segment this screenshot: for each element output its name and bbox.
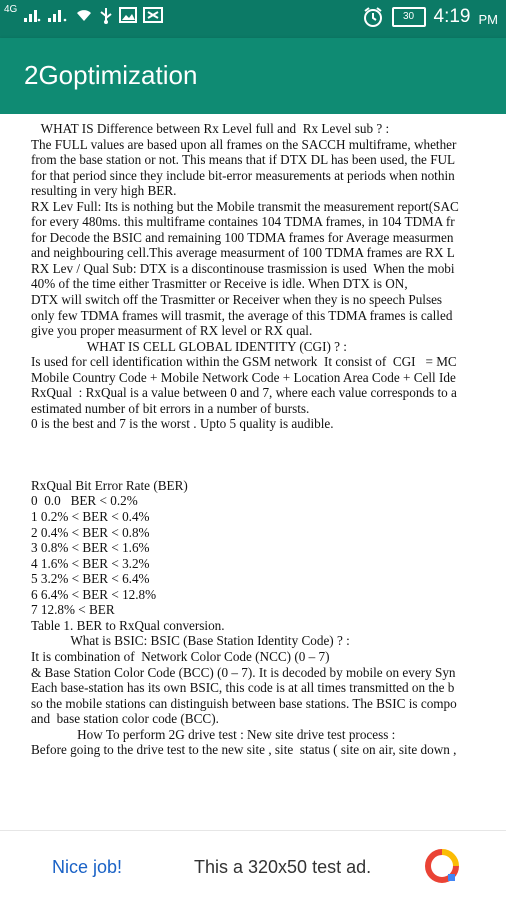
- document-line: RX Lev Full: Its is nothing but the Mobile transmit the measurement report(SAC: [31, 198, 459, 214]
- document-line: Is used for cell identification within the GSM network It consist of CGI = MC: [31, 354, 457, 370]
- signal-icon: [23, 7, 41, 23]
- battery-level: 30: [402, 11, 415, 22]
- signal-icon: [47, 7, 69, 23]
- document-line: 2 0.4% < BER < 0.8%: [31, 524, 150, 540]
- clock-time: 4:19: [433, 6, 471, 27]
- document-line: and neighbouring cell.This average measurment of 100 TDMA frames are RX L: [31, 245, 455, 261]
- ad-logo-icon[interactable]: [424, 848, 460, 889]
- ad-text: This a 320x50 test ad.: [194, 857, 372, 877]
- document-line: & Base Station Color Code (BCC) (0 – 7). It is decoded by mobile on every Syn: [31, 664, 456, 680]
- document-line: Before going to the drive test to the new site , site status ( site on air, site down ,: [31, 742, 457, 758]
- document-view[interactable]: [0, 114, 506, 830]
- document-line: 40% of the time either Trasmitter or Receive is idle. When DTX is ON,: [31, 276, 408, 292]
- document-line: Each base-station has its own BSIC, this code is at all times transmitted on the b: [31, 680, 455, 696]
- document-section-top: [31, 121, 506, 432]
- document-line: WHAT IS Difference between Rx Level full and Rx Level sub ? :: [31, 121, 390, 136]
- document-line: 0 0.0 BER < 0.2%: [31, 493, 138, 509]
- document-line: 5 3.2% < BER < 6.4%: [31, 571, 150, 587]
- document-line: DTX will switch off the Trasmitter or Receiver when they is no speech Pulses: [31, 292, 443, 308]
- wifi-icon: [75, 7, 93, 23]
- status-right-icons: [362, 6, 498, 28]
- document-line: 6 6.4% < BER < 12.8%: [31, 586, 157, 602]
- document-line: Table 1. BER to RxQual conversion.: [31, 617, 225, 633]
- document-line: give you proper measurment of RX level or RX qual.: [31, 323, 313, 339]
- document-line: 7 12.8% < BER: [31, 602, 115, 618]
- document-line: for Decode the BSIC and remaining 100 TDMA frames for Average measurmen: [31, 229, 454, 245]
- document-line: Mobile Country Code + Mobile Network Code + Location Area Code + Cell Ide: [31, 369, 456, 385]
- document-line: WHAT IS CELL GLOBAL IDENTITY (CGI) ? :: [31, 338, 347, 354]
- document-line: resulting in very high BER.: [31, 183, 177, 199]
- document-line: 1 0.2% < BER < 0.4%: [31, 509, 150, 525]
- usb-icon: [99, 6, 113, 24]
- document-line: RxQual : RxQual is a value between 0 and 7, where each value corresponds to a: [31, 385, 457, 401]
- app-title: 2Goptimization: [24, 60, 198, 90]
- blank-gap: [31, 432, 506, 478]
- document-line: The FULL values are based upon all frames on the SACCH multiframe, whether: [31, 136, 457, 152]
- document-line: 3 0.8% < BER < 1.6%: [31, 540, 150, 556]
- battery-icon: [392, 7, 426, 27]
- status-left-icons: [4, 6, 163, 24]
- document-line: so the mobile stations can distinguish between base stations. The BSIC is compo: [31, 695, 457, 711]
- ad-cta[interactable]: Nice job!: [52, 857, 123, 877]
- document-line: What is BSIC: BSIC (Base Station Identity Code) ? :: [31, 633, 350, 649]
- document-line: It is combination of Network Color Code (NCC) (0 – 7): [31, 648, 330, 664]
- document-line: RxQual Bit Error Rate (BER): [31, 477, 188, 493]
- app-bar: [0, 38, 506, 114]
- image-icon: [119, 7, 137, 23]
- document-text: [31, 121, 506, 758]
- network-type-label: 4G: [4, 4, 18, 15]
- document-line: only few TDMA frames will trasmit, the average of this TDMA frames is called: [31, 307, 453, 323]
- document-line: for that period since they include bit-error measurements at periods when nothin: [31, 167, 455, 183]
- document-section-bottom: [31, 478, 506, 758]
- document-line: from the base station or not. This means that if DTX DL has been used, the FUL: [31, 152, 456, 168]
- clock-ampm: PM: [478, 11, 498, 27]
- document-line: estimated number of bit errors in a number of bursts.: [31, 400, 310, 416]
- document-line: How To perform 2G drive test : New site drive test process :: [31, 726, 396, 742]
- document-line: for every 480ms. this multiframe containes 104 TDMA frames, in 104 TDMA fr: [31, 214, 455, 230]
- document-line: 0 is the best and 7 is the worst . Upto 5 quality is audible.: [31, 416, 334, 432]
- document-line: and base station color code (BCC).: [31, 711, 219, 727]
- ad-banner[interactable]: [0, 830, 506, 901]
- alarm-icon: [362, 6, 384, 28]
- document-line: RX Lev / Qual Sub: DTX is a discontinouse trasmission is used When the mobi: [31, 260, 455, 276]
- status-bar: [0, 0, 506, 38]
- document-line: 4 1.6% < BER < 3.2%: [31, 555, 150, 571]
- dtx-icon: [143, 7, 163, 23]
